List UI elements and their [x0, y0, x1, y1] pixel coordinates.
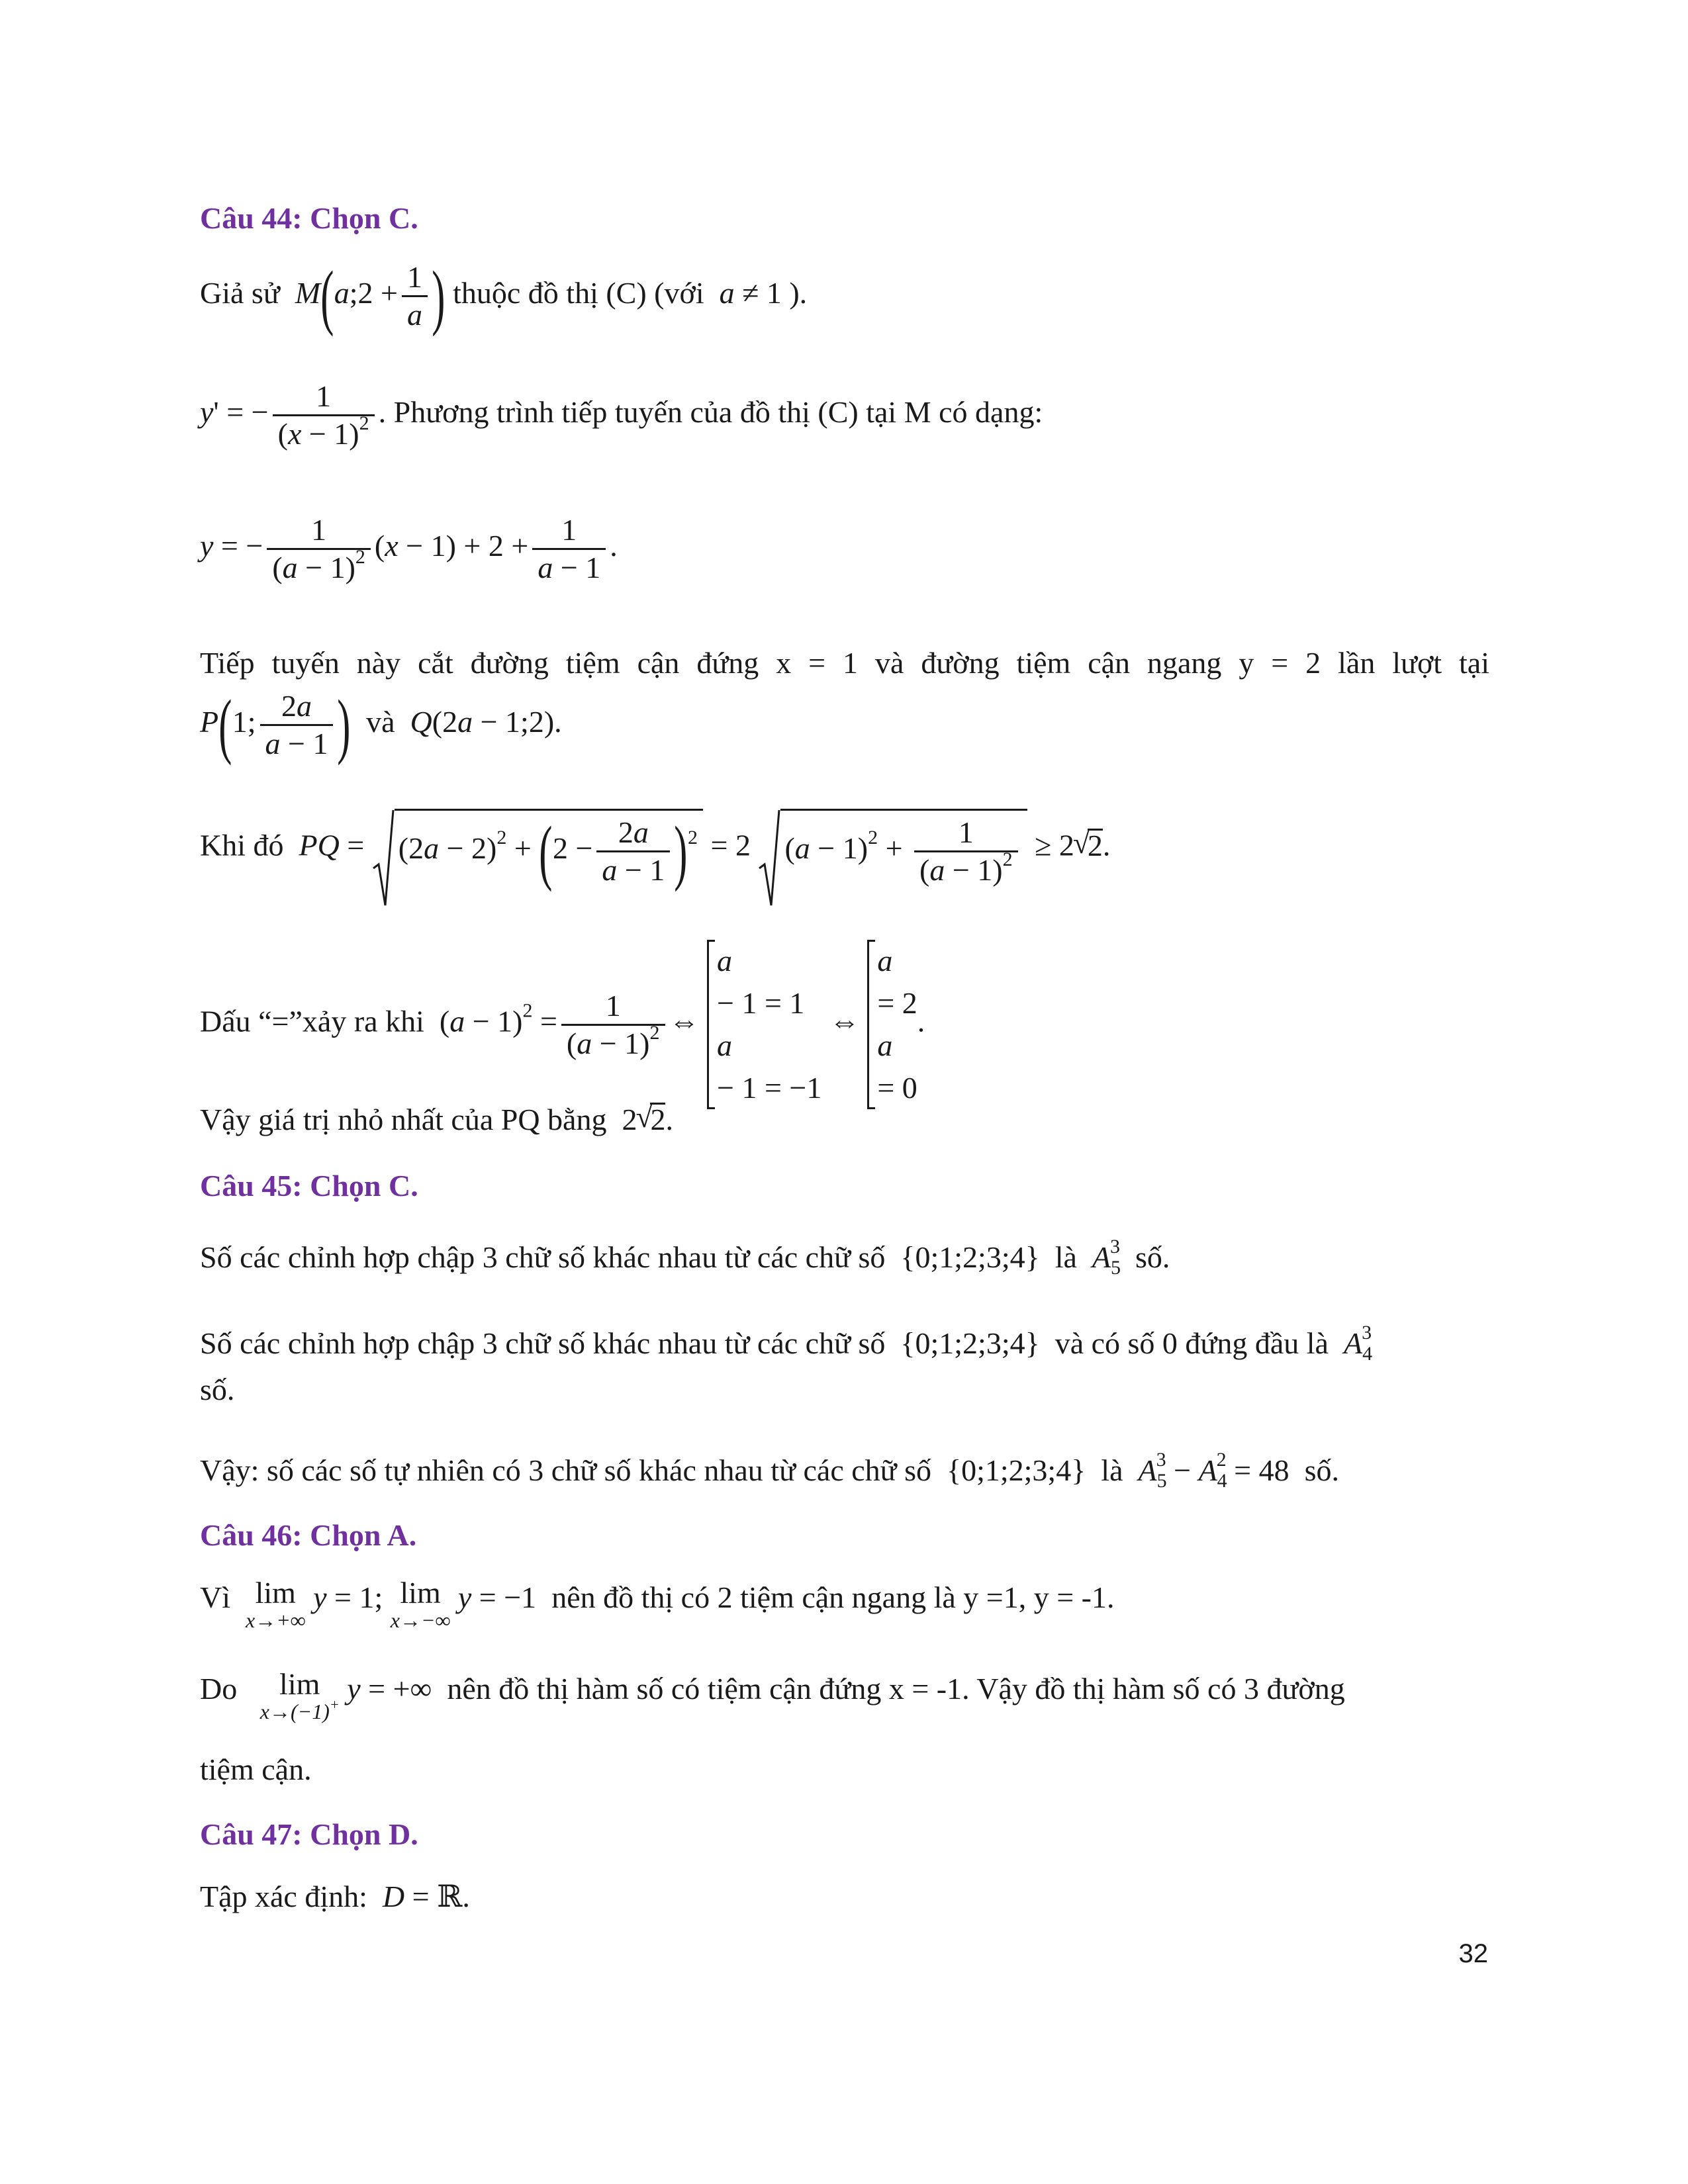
- radical: $(a - 1)^2$ + $\frac{1}{(a - 1)^2}$: [758, 809, 1027, 888]
- q44-conclusion: Vậy giá trị nhỏ nhất của PQ bằng 2√ 2.: [200, 1100, 673, 1140]
- q46-heading: Câu 46: Chọn A.: [200, 1518, 417, 1552]
- fraction: $\frac{1}{(a - 1)^2}$: [267, 512, 371, 586]
- q44-derivative-line: y' = − $\frac{1}{(x - 1)^2}$ . Phương trình tiếp tuyến của đồ thị (C) tại M có dạng:: [200, 379, 1043, 451]
- fraction: $\frac{2a}{a - 1}$: [260, 688, 334, 762]
- fraction: $\frac{1}{a}$: [402, 259, 428, 333]
- limit: lim x→−∞: [390, 1576, 451, 1632]
- fraction: $\frac{2a}{a - 1}$: [596, 815, 670, 888]
- page-number: 32: [1458, 1939, 1488, 1968]
- fraction: $\frac{1}{a - 1}$: [532, 512, 606, 586]
- q44-suppose-line: Giả sử M(a;2 + $\frac{1}{a}$ ) thuộc đồ thị (C) (với a ≠ 1 ).: [200, 255, 808, 337]
- fraction: $\frac{1}{(a - 1)^2}$: [561, 988, 665, 1062]
- q46-line3: tiệm cận.: [200, 1752, 312, 1786]
- q44-tangent-cut-text: Tiếp tuyến này cắt đường tiệm cận đứng x = 1 và đường tiệm cận ngang y = 2 lần lượt tại: [200, 646, 1489, 680]
- q46-line1: Vì lim x→+∞ y = 1; lim x→−∞ y = −1 nên đồ thị có 2 tiệm cận ngang là y =1, y = -1.: [200, 1576, 1115, 1632]
- q46-line2: Do lim x→(−1)+ y = +∞ nên đồ thị hàm số có tiệm cận đứng x = -1. Vậy đồ thị hàm số có 3 đường: [200, 1667, 1345, 1723]
- limit: lim x→(−1)+: [259, 1667, 340, 1723]
- q44-points-line: P(1; $\frac{2a}{a - 1}$ ) và Q(2a − 1;2).: [200, 684, 562, 766]
- q45-line2: Số các chỉnh hợp chập 3 chữ số khác nhau từ các chữ số {0;1;2;3;4} và có số 0 đứng đầu là $A_4^3$: [200, 1322, 1373, 1365]
- q44-tangent-equation: y = − $\frac{1}{(a - 1)^2}$ (x − 1) + 2 + $\frac{1}{a - 1}$ .: [200, 513, 618, 584]
- fraction: $\frac{1}{(x - 1)^2}$: [273, 379, 375, 452]
- q47-domain-line: Tập xác định: D = ℝ.: [200, 1880, 470, 1913]
- q45-line3: Vậy: số các số tự nhiên có 3 chữ số khác nhau từ các chữ số {0;1;2;3;4} là $A_5^3 - A_4^2 = 48$ số.: [200, 1449, 1340, 1492]
- q45-heading: Câu 45: Chọn C.: [200, 1169, 418, 1203]
- q45-line2-end: số.: [200, 1373, 235, 1406]
- q45-line1: Số các chỉnh hợp chập 3 chữ số khác nhau từ các chữ số {0;1;2;3;4} là $A_5^3$ số.: [200, 1236, 1170, 1279]
- q44-pq-line: Khi đó PQ = $(2a - 2)^2 + (2$ − $\frac{2a}{a - 1}$ )$^2$ = 2 $(a - 1)^2$ + $\frac{1}{(a - 1)^2}$ ≥ 2√ 2.: [200, 809, 1110, 888]
- q47-heading: Câu 47: Chọn D.: [200, 1817, 418, 1851]
- case-bracket: a − 1 = 1 a − 1 = −1: [707, 940, 821, 1109]
- q44-equality-line: Dấu “=”xảy ra khi $(a - 1)^2$ = $\frac{1}{(a - 1)^2}$ ⇔ a − 1 = 1 a − 1 = −1 ⇔ a = 2 a = 0 .: [200, 940, 925, 1109]
- radical: $(2a - 2)^2 + (2$ − $\frac{2a}{a - 1}$ )$^2$: [372, 809, 703, 888]
- case-bracket: a = 2 a = 0: [867, 940, 917, 1109]
- fraction: $\frac{1}{(a - 1)^2}$: [914, 815, 1018, 888]
- q44-heading: Câu 44: Chọn C.: [200, 201, 418, 235]
- limit: lim x→+∞: [246, 1576, 306, 1632]
